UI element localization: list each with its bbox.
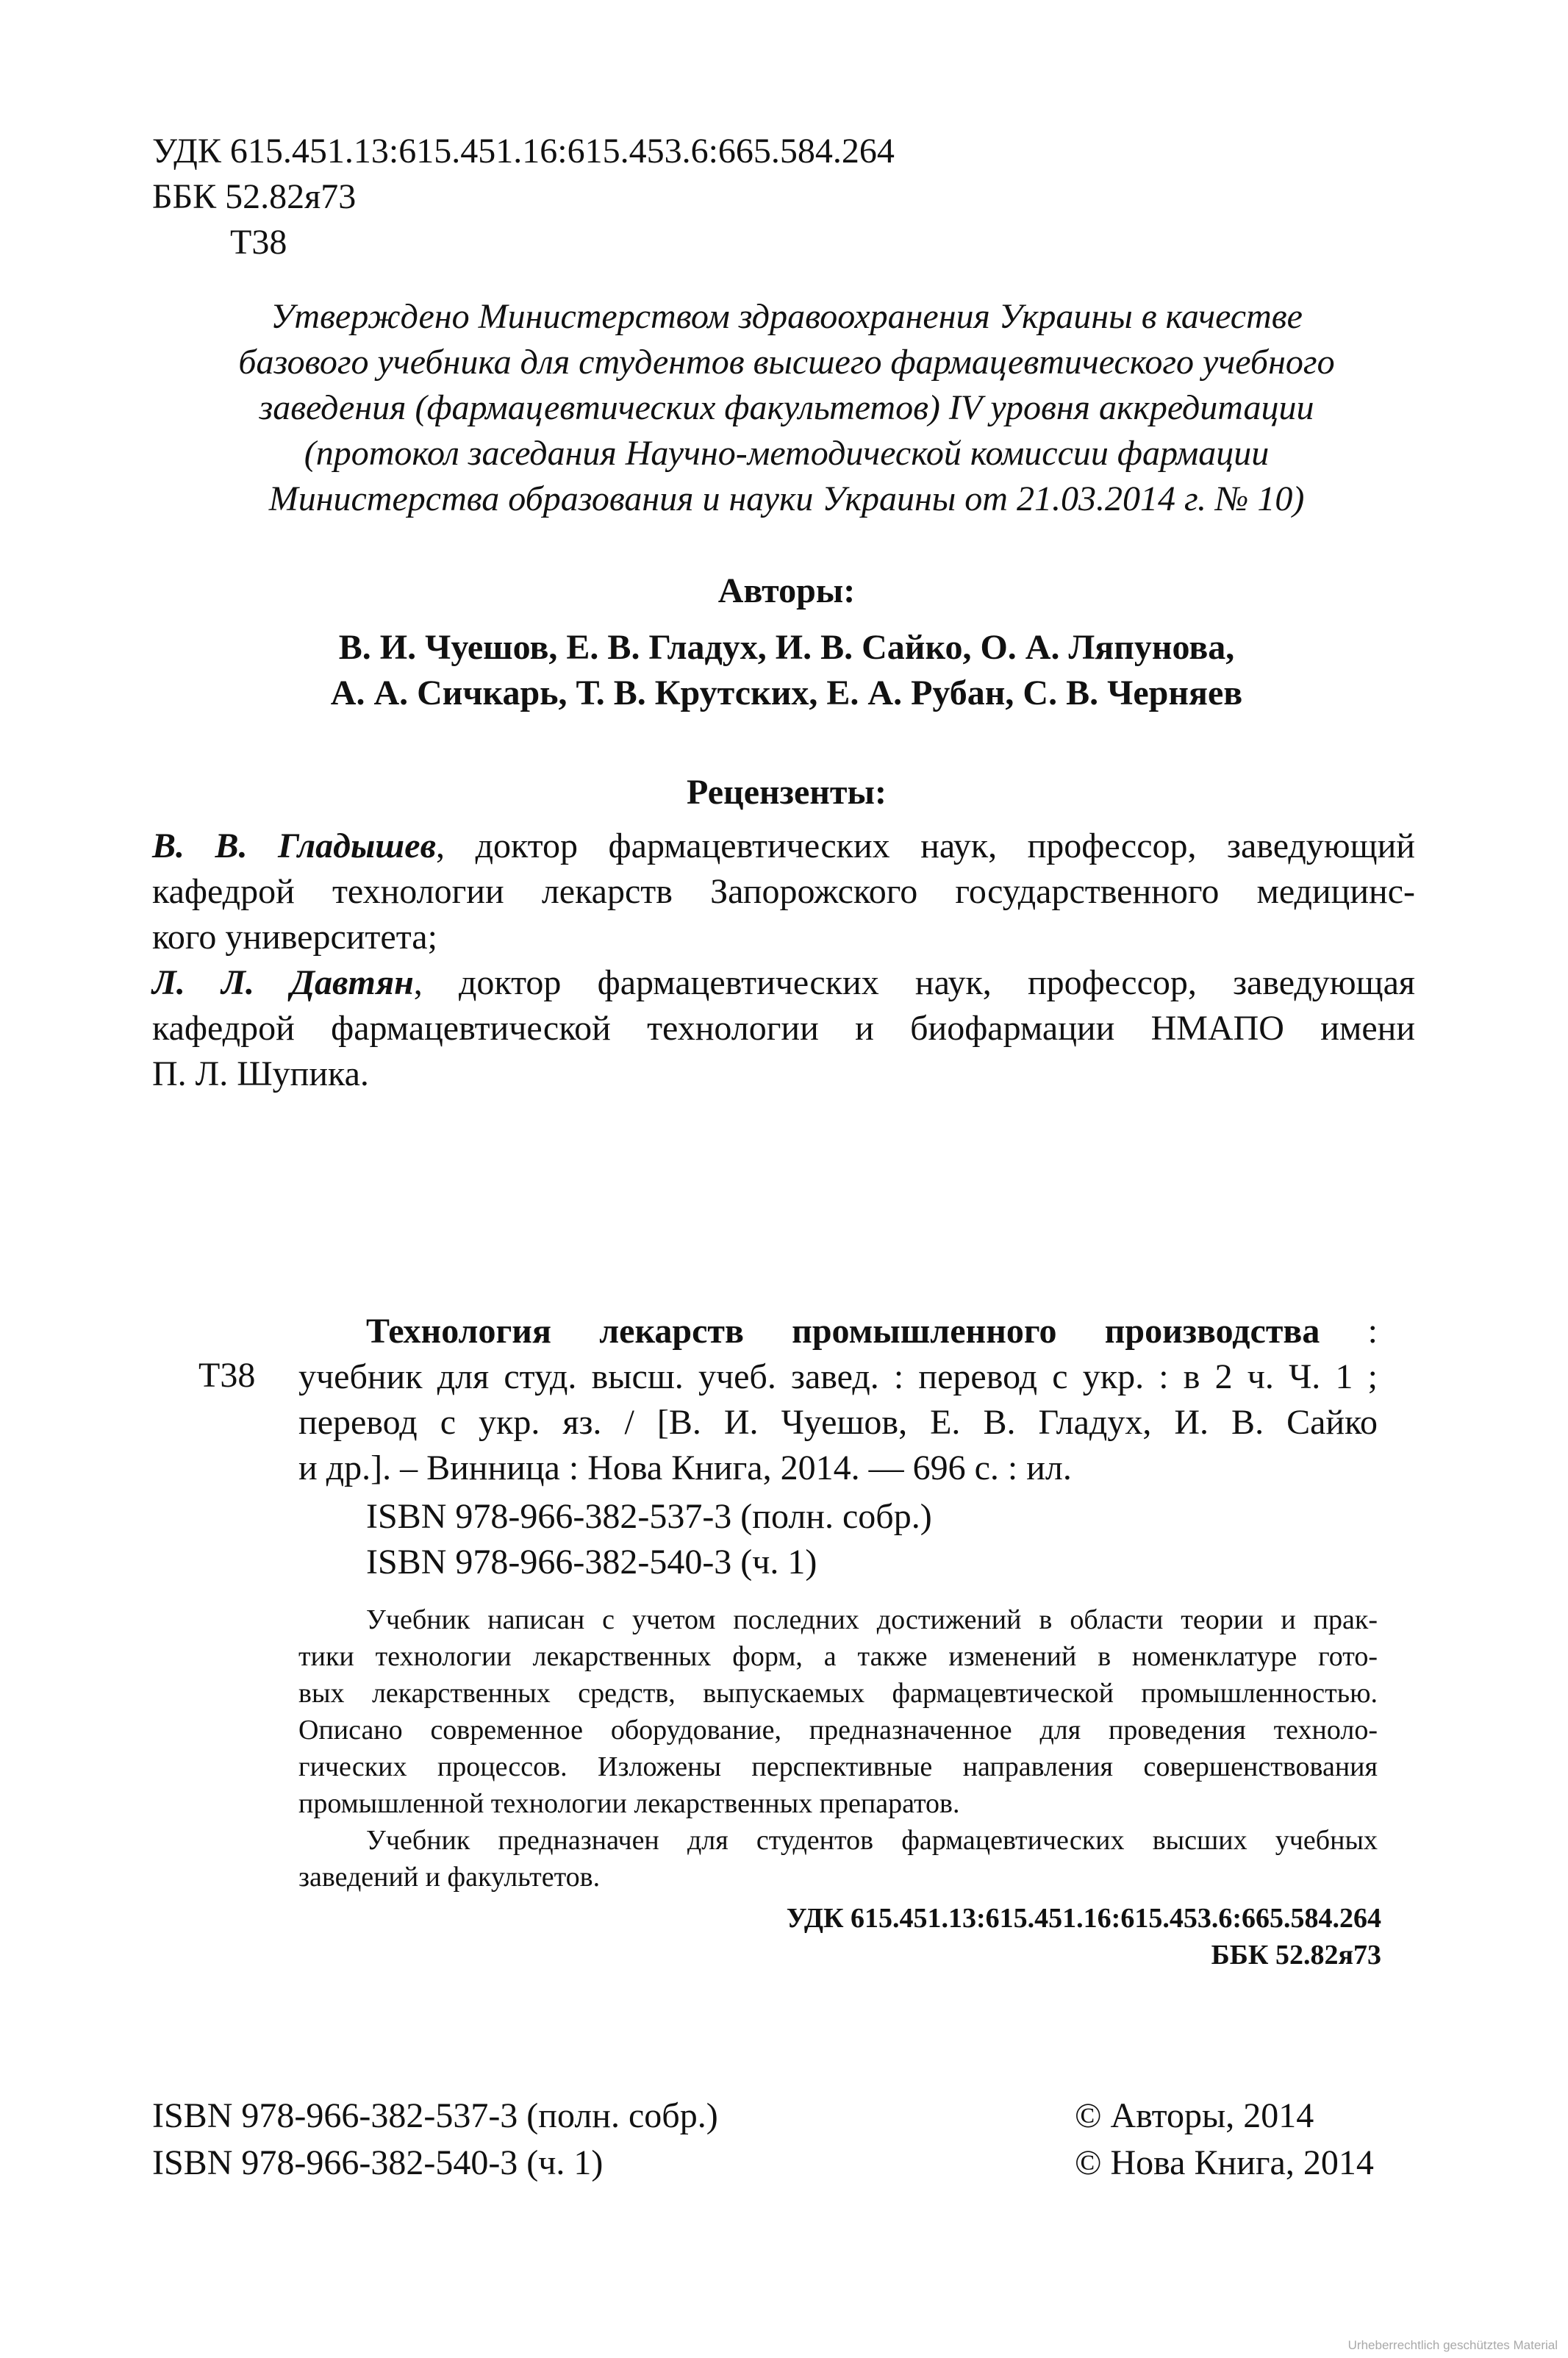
bib-line: и др.]. – Винница : Нова Книга, 2014. — 696 с. : ил. <box>298 1448 1072 1487</box>
approval-statement <box>140 294 1433 522</box>
annotation-line: Учебник предназначен для студентов фармацевтических высших учебных <box>366 1825 1378 1856</box>
authors-line: В. И. Чуешов, Е. В. Гладух, И. В. Сайко, О. А. Ляпунова, <box>338 628 1235 667</box>
annotation-line: гических процессов. Изложены перспективные направления совершенствования <box>298 1751 1378 1782</box>
reviewer-2-title: , доктор фармацевтических наук, профессор, заведующая <box>413 963 1416 1002</box>
annotation-udk: УДК 615.451.13:615.451.16:615.453.6:665.584.264 <box>786 1903 1381 1934</box>
bib-isbn-full: ISBN 978-966-382-537-3 (полн. собр.) <box>366 1497 932 1536</box>
annotation-line: тики технологии лекарственных форм, а также изменений в номенклатуре гото- <box>298 1641 1378 1672</box>
reviewer-1-line: кого университета; <box>152 918 437 957</box>
bbk-code: ББК 52.82я73 <box>152 177 357 216</box>
reviewer-1-line: кафедрой технологии лекарств Запорожского государственного медицинс- <box>152 872 1415 911</box>
copyright-watermark: Urheberrechtlich geschütztes Material <box>1347 2338 1558 2352</box>
footer-isbn-full: ISBN 978-966-382-537-3 (полн. собр.) <box>152 2096 718 2135</box>
reviewer-1-name: В. В. Гладышев <box>152 826 437 865</box>
bib-isbn-block <box>366 1494 932 1585</box>
copyright-publisher: © Нова Книга, 2014 <box>1075 2143 1374 2182</box>
reviewers-heading: Рецензенты: <box>687 773 887 812</box>
reviewer-2-line: П. Л. Шупика. <box>152 1054 369 1093</box>
authors-line: А. А. Сичкарь, Т. В. Крутских, Е. А. Рубан, С. В. Черняев <box>330 674 1243 712</box>
footer-isbn <box>152 2093 718 2187</box>
footer-copyright <box>1075 2093 1374 2187</box>
authors-list <box>140 625 1433 716</box>
reviewer-1-line <box>152 823 1415 869</box>
annotation-line: Описано современное оборудование, предназначенное для проведения техноло- <box>298 1715 1378 1746</box>
authors-heading: Авторы: <box>717 571 856 610</box>
author-mark-code: Т38 <box>230 223 287 262</box>
copyright-authors: © Авторы, 2014 <box>1075 2096 1314 2135</box>
reviewer-2-name: Л. Л. Давтян <box>152 963 414 1002</box>
annotation <box>298 1601 1378 1896</box>
reviewer-1-title: , доктор фармацевтических наук, профессор, заведующий <box>436 826 1415 865</box>
bib-title-suffix: : <box>1320 1312 1378 1351</box>
approval-line: базового учебника для студентов высшего фармацевтического учебного <box>238 343 1335 382</box>
bib-title: Технология лекарств промышленного производства <box>366 1312 1320 1351</box>
bibliographic-record <box>298 1309 1378 1491</box>
annotation-line: промышленной технологии лекарственных препаратов. <box>298 1788 960 1819</box>
footer-isbn-part: ISBN 978-966-382-540-3 (ч. 1) <box>152 2143 604 2182</box>
bib-author-mark: Т38 <box>198 1356 256 1395</box>
approval-line: Министерства образования и науки Украины от 21.03.2014 г. № 10) <box>268 479 1305 518</box>
reviewer-2-line: кафедрой фармацевтической технологии и биофармации НМАПО имени <box>152 1009 1415 1048</box>
bib-line: учебник для студ. высш. учеб. завед. : перевод с укр. : в 2 ч. Ч. 1 ; <box>298 1357 1378 1396</box>
annotation-codes <box>787 1900 1381 1973</box>
approval-line: (протокол заседания Научно-методической комиссии фармации <box>304 434 1270 473</box>
bib-title-line <box>298 1309 1378 1354</box>
reviewers-list <box>152 823 1415 1097</box>
bib-isbn-part: ISBN 978-966-382-540-3 (ч. 1) <box>366 1543 817 1582</box>
annotation-bbk: ББК 52.82я73 <box>1211 1940 1381 1971</box>
annotation-line: вых лекарственных средств, выпускаемых фармацевтической промышленностью. <box>298 1678 1378 1709</box>
approval-line: заведения (фармацевтических факультетов) IV уровня аккредитации <box>259 388 1314 427</box>
bib-line: перевод с укр. яз. / [В. И. Чуешов, Е. В. Гладух, И. В. Сайко <box>298 1403 1378 1442</box>
reviewer-2-line <box>152 960 1415 1006</box>
annotation-line: заведений и факультетов. <box>298 1862 601 1893</box>
udk-code: УДК 615.451.13:615.451.16:615.453.6:665.584.264 <box>152 132 895 171</box>
approval-line: Утверждено Министерством здравоохранения Украины в качестве <box>271 297 1303 336</box>
annotation-line: Учебник написан с учетом последних достижений в области теории и прак- <box>366 1604 1378 1635</box>
